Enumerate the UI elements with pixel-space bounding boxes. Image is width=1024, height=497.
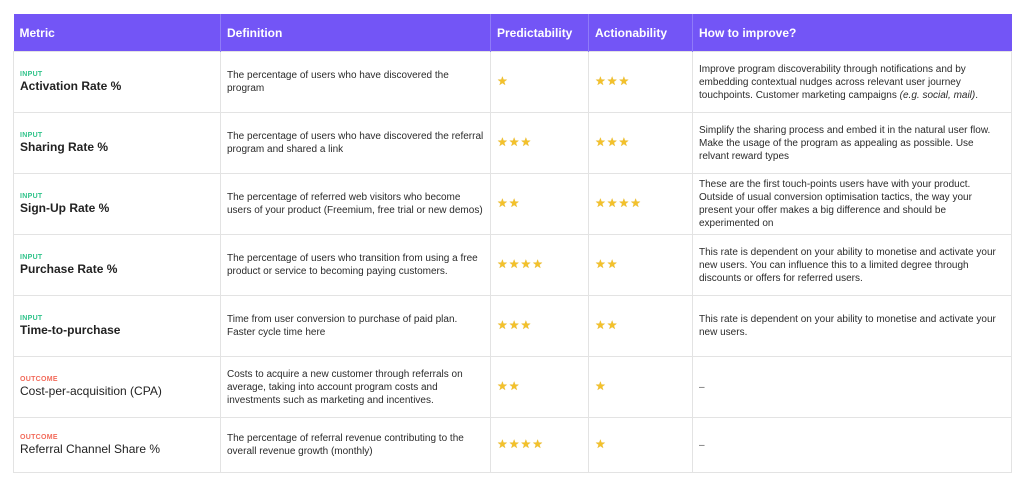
- star-rating: [497, 380, 520, 392]
- star-icon: ★: [595, 379, 606, 393]
- how-to-improve-cell: [693, 296, 1012, 357]
- predictability-cell: [491, 235, 589, 296]
- metric-name: Referral Channel Share %: [20, 442, 161, 456]
- star-icon: ★: [595, 196, 606, 210]
- star-rating: [497, 197, 520, 209]
- star-icon: ★: [497, 379, 508, 393]
- metric-type-tag: INPUT: [20, 193, 43, 200]
- star-icon: ★: [520, 318, 532, 332]
- metric-type-tag: INPUT: [20, 315, 43, 322]
- improve-text: This rate is dependent on your ability to monetise and activate your new users.: [699, 314, 996, 338]
- metric-cell: [14, 357, 221, 418]
- star-rating: [595, 136, 629, 148]
- star-icon: ★: [606, 135, 618, 149]
- metric-name: Activation Rate %: [20, 79, 122, 93]
- metrics-table-container: [13, 14, 1011, 473]
- metric-name: Cost-per-acquisition (CPA): [20, 384, 162, 398]
- definition-cell: Costs to acquire a new customer through referrals on average, taking into account program costs and investments such as marketing and incentives.: [221, 357, 491, 418]
- improve-text: These are the first touch-points users have with your product. Outside of usual conversion optimisation tactics, the way your present your offer makes a big difference and should be experimented on: [699, 179, 972, 229]
- star-icon: ★: [497, 135, 508, 149]
- metric-cell: [14, 296, 221, 357]
- star-icon: ★: [520, 437, 532, 451]
- how-to-improve-cell: [693, 418, 1012, 473]
- predictability-cell: [491, 357, 589, 418]
- metric-name: Sign-Up Rate %: [20, 201, 110, 215]
- star-icon: ★: [508, 196, 520, 210]
- star-icon: ★: [508, 379, 520, 393]
- how-to-improve-cell: [693, 235, 1012, 296]
- metric-name: Purchase Rate %: [20, 262, 118, 276]
- how-to-improve-cell: [693, 113, 1012, 174]
- table-header-row: [14, 14, 1012, 52]
- star-icon: ★: [497, 74, 508, 88]
- star-icon: ★: [606, 74, 618, 88]
- star-icon: ★: [508, 257, 520, 271]
- star-icon: ★: [595, 74, 606, 88]
- improve-text: This rate is dependent on your ability to monetise and activate your new users. You can influence this to a limited degree through discounts or offers for referred users.: [699, 246, 996, 284]
- improve-suffix: .: [975, 89, 979, 101]
- metric-type-tag: INPUT: [20, 71, 43, 78]
- star-icon: ★: [606, 196, 618, 210]
- star-icon: ★: [630, 196, 642, 210]
- table-row: [14, 357, 1012, 418]
- star-icon: ★: [606, 318, 618, 332]
- metric-cell: [14, 418, 221, 473]
- star-rating: [497, 319, 531, 331]
- table-row: [14, 113, 1012, 174]
- actionability-cell: [589, 357, 693, 418]
- header-how-to-improve: How to improve?: [693, 14, 1012, 52]
- star-rating: [497, 75, 508, 87]
- actionability-cell: [589, 113, 693, 174]
- improve-text: –: [699, 439, 705, 451]
- metric-type-tag: OUTCOME: [20, 434, 58, 441]
- metric-type-tag: OUTCOME: [20, 376, 58, 383]
- star-icon: ★: [497, 437, 508, 451]
- header-actionability: Actionability: [589, 14, 693, 52]
- improve-example-text: (e.g. social, mail): [899, 89, 976, 101]
- actionability-cell: [589, 52, 693, 113]
- header-metric: Metric: [14, 14, 221, 52]
- star-icon: ★: [595, 257, 606, 271]
- star-icon: ★: [497, 196, 508, 210]
- actionability-cell: [589, 418, 693, 473]
- star-rating: [595, 319, 618, 331]
- star-rating: [497, 136, 531, 148]
- definition-cell: The percentage of users who have discovered the referral program and shared a link: [221, 113, 491, 174]
- how-to-improve-cell: [693, 174, 1012, 235]
- star-icon: ★: [595, 318, 606, 332]
- star-icon: ★: [497, 257, 508, 271]
- star-icon: ★: [618, 135, 630, 149]
- predictability-cell: [491, 174, 589, 235]
- star-icon: ★: [520, 257, 532, 271]
- star-icon: ★: [595, 437, 606, 451]
- actionability-cell: [589, 235, 693, 296]
- actionability-cell: [589, 174, 693, 235]
- improve-text: –: [699, 381, 705, 393]
- star-icon: ★: [532, 257, 544, 271]
- star-icon: ★: [508, 437, 520, 451]
- definition-cell: The percentage of users who transition from using a free product or service to becoming paying customers.: [221, 235, 491, 296]
- star-icon: ★: [606, 257, 618, 271]
- actionability-cell: [589, 296, 693, 357]
- predictability-cell: [491, 52, 589, 113]
- star-icon: ★: [497, 318, 508, 332]
- star-rating: [497, 438, 543, 450]
- predictability-cell: [491, 113, 589, 174]
- table-row: [14, 52, 1012, 113]
- header-definition: Definition: [221, 14, 491, 52]
- star-rating: [595, 380, 606, 392]
- definition-cell: The percentage of referral revenue contributing to the overall revenue growth (monthly): [221, 418, 491, 473]
- metric-name: Sharing Rate %: [20, 140, 109, 154]
- star-rating: [595, 197, 641, 209]
- metrics-table: [13, 14, 1012, 473]
- how-to-improve-cell: [693, 357, 1012, 418]
- metric-cell: [14, 52, 221, 113]
- star-icon: ★: [618, 74, 630, 88]
- table-row: [14, 418, 1012, 473]
- metric-cell: [14, 113, 221, 174]
- definition-cell: The percentage of users who have discovered the program: [221, 52, 491, 113]
- star-icon: ★: [595, 135, 606, 149]
- improve-text: Simplify the sharing process and embed it in the natural user flow. Make the usage of the program as appealing as possible. Use relvant reward types: [699, 124, 991, 162]
- definition-cell: The percentage of referred web visitors who become users of your product (Freemium, free trial or new demos): [221, 174, 491, 235]
- metric-type-tag: INPUT: [20, 254, 43, 261]
- metric-name: Time-to-purchase: [20, 323, 121, 337]
- predictability-cell: [491, 296, 589, 357]
- improve-text: Improve program discoverability through notifications and by embedding contextual nudges across relevant user journey touchpoints. Customer marketing campaigns: [699, 63, 966, 101]
- star-icon: ★: [520, 135, 532, 149]
- definition-cell: Time from user conversion to purchase of paid plan. Faster cycle time here: [221, 296, 491, 357]
- star-icon: ★: [532, 437, 544, 451]
- star-rating: [595, 75, 629, 87]
- header-predictability: Predictability: [491, 14, 589, 52]
- star-rating: [595, 438, 606, 450]
- star-rating: [595, 258, 618, 270]
- metric-type-tag: INPUT: [20, 132, 43, 139]
- how-to-improve-cell: [693, 52, 1012, 113]
- star-icon: ★: [508, 135, 520, 149]
- table-row: [14, 235, 1012, 296]
- metric-cell: [14, 174, 221, 235]
- table-row: [14, 296, 1012, 357]
- metric-cell: [14, 235, 221, 296]
- star-icon: ★: [508, 318, 520, 332]
- star-icon: ★: [618, 196, 630, 210]
- predictability-cell: [491, 418, 589, 473]
- table-row: [14, 174, 1012, 235]
- star-rating: [497, 258, 543, 270]
